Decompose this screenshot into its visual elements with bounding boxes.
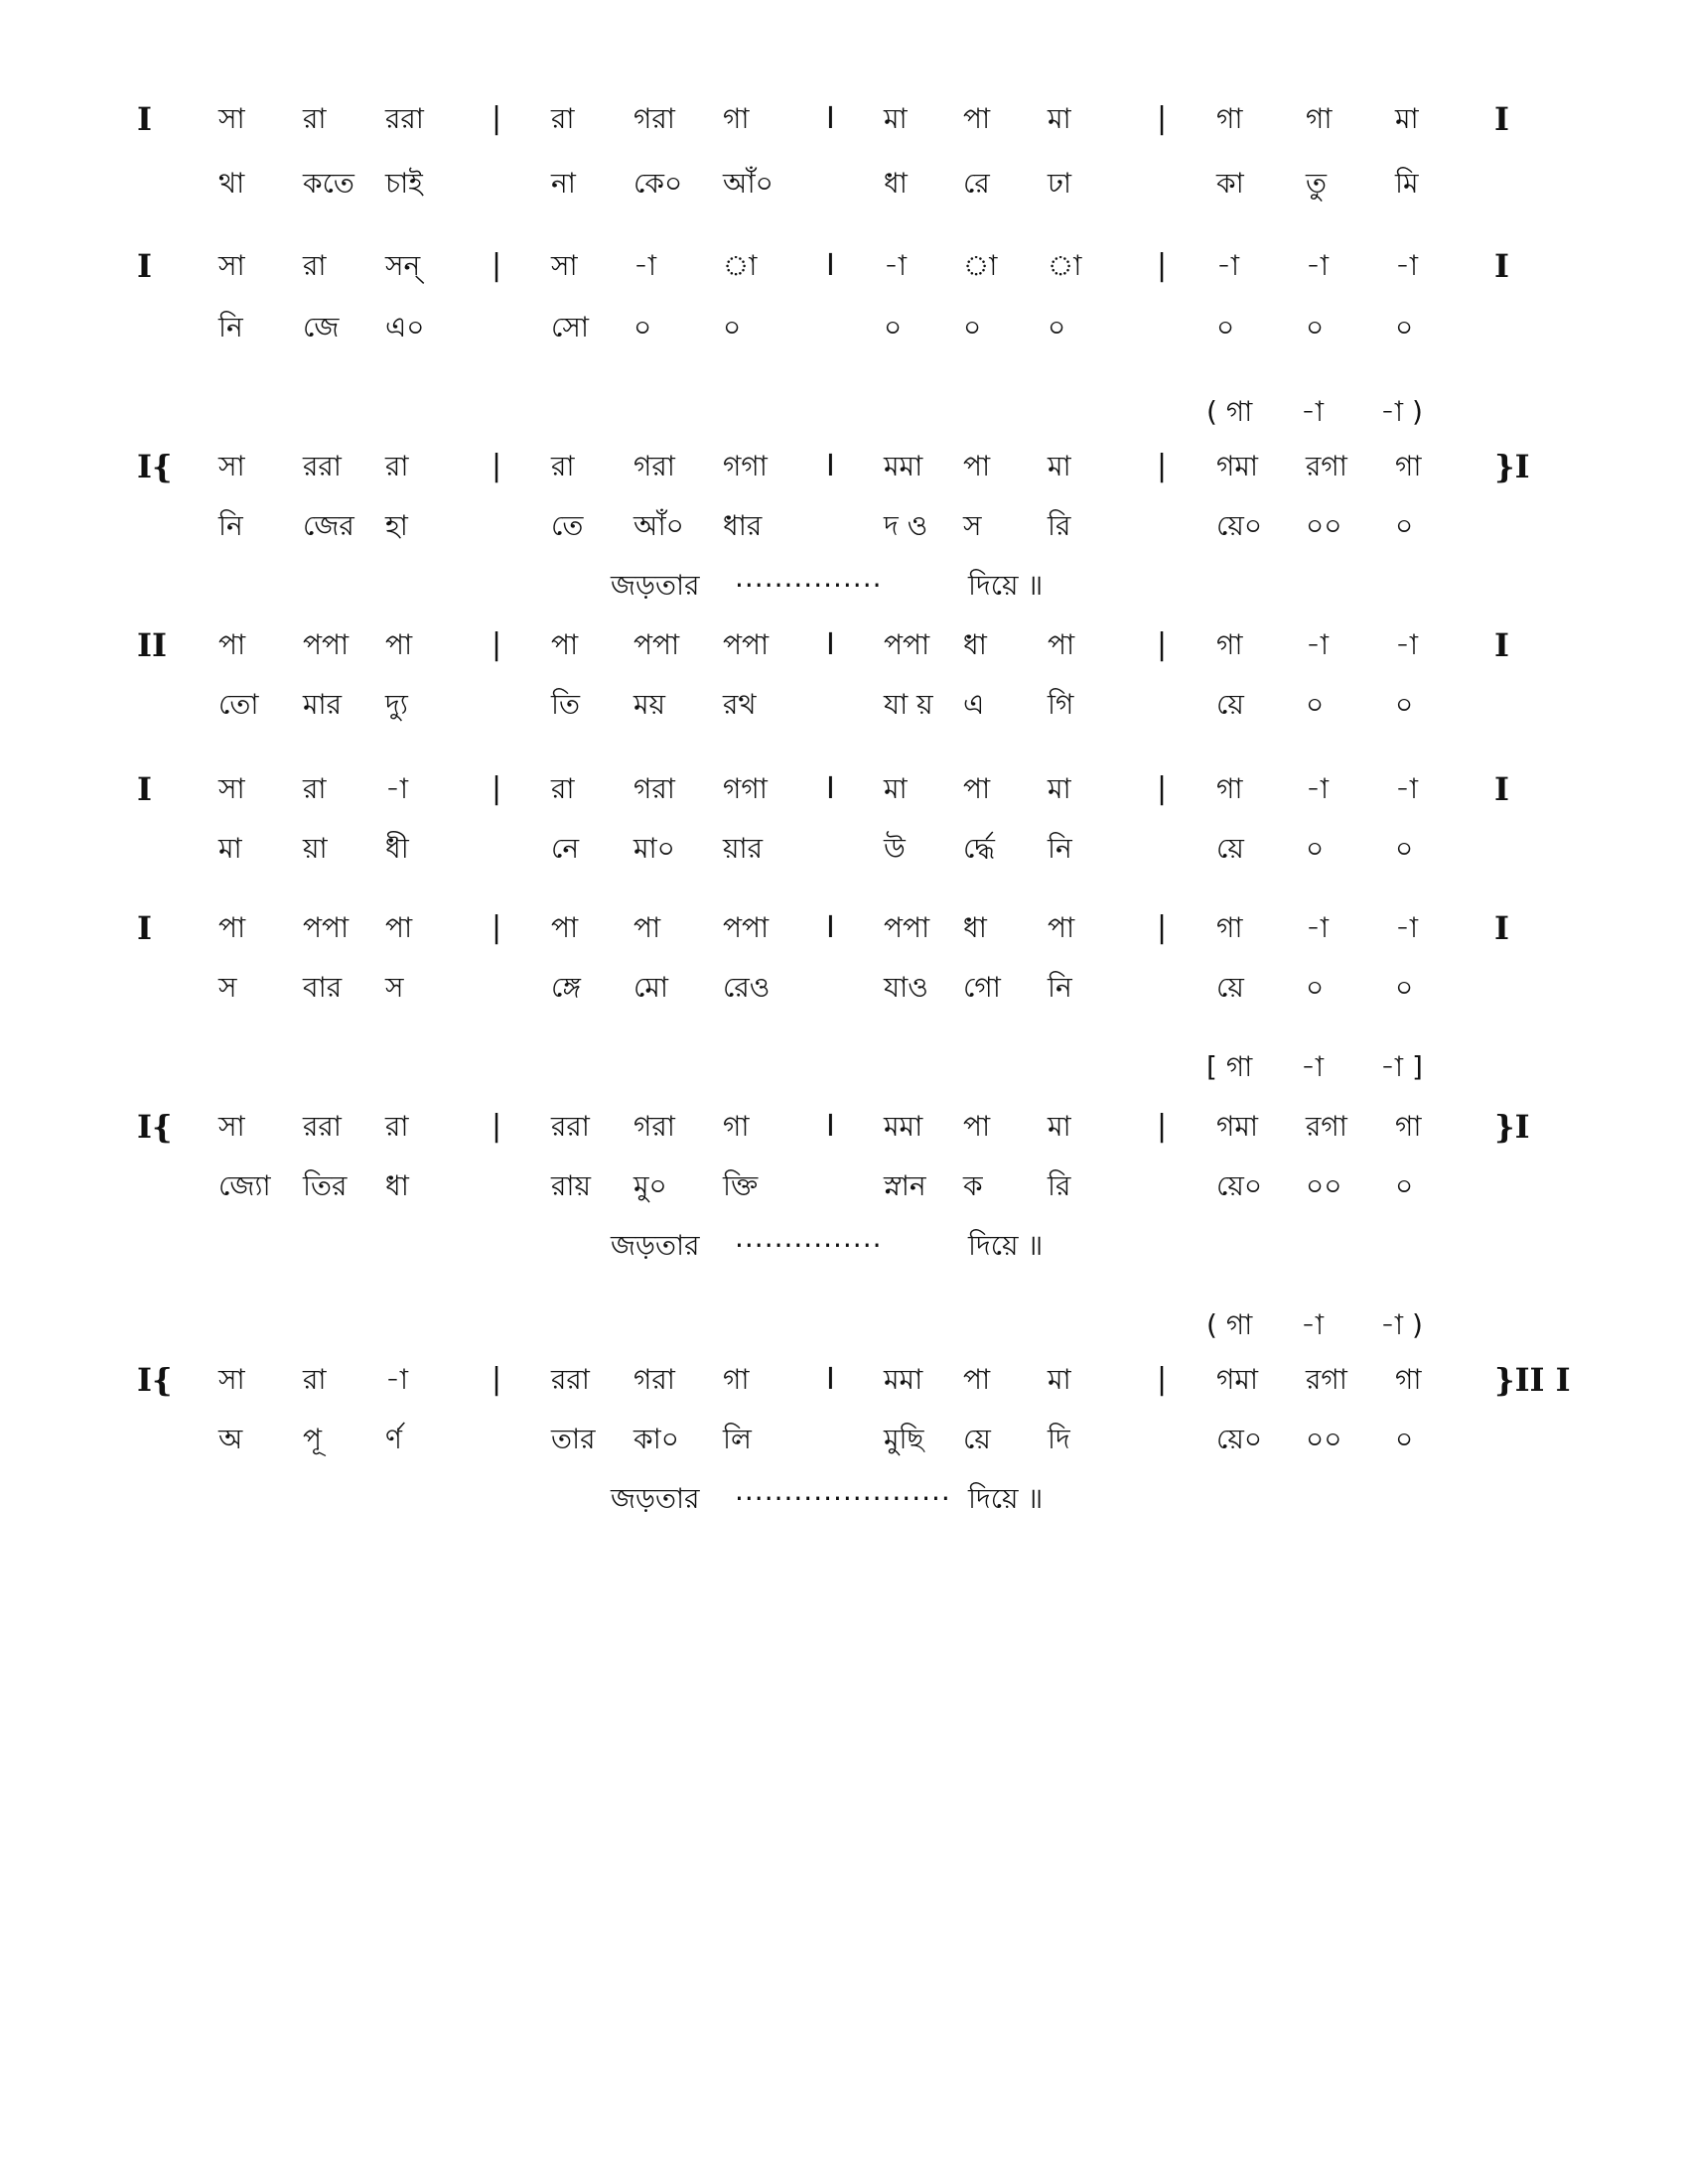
lyric-syllable: মা [218,832,242,865]
swara-note: রগা [1306,1110,1347,1143]
lyric-syllable: স [218,971,237,1004]
lyric-syllable: ০ [1216,311,1235,343]
swara-note: গা [1216,772,1243,805]
bar-divider: | [1157,771,1168,806]
lyric-syllable: জের [303,509,354,542]
bar-divider: | [492,910,502,945]
lyric-syllable: ঙ্গে [551,971,581,1004]
refrain-line [0,558,1688,614]
swara-note: গগা [723,450,768,482]
refrain-end: দিয়ে ॥ [968,1482,1044,1515]
bar-divider: | [492,449,502,483]
lyric-syllable: কে০ [633,167,683,200]
refrain-dots: ··············· [735,1229,883,1262]
lyric-syllable: লি [723,1423,752,1455]
lyric-syllable: মু০ [633,1169,667,1202]
lyric-syllable: না [551,167,576,200]
bar-divider: | [1157,449,1168,483]
lyric-syllable: আঁ০ [633,509,684,542]
lyric-syllable: ০ [1395,1423,1414,1455]
swara-note: সন্ [385,249,421,282]
refrain-dots: ······················ [735,1482,951,1515]
lyric-syllable: ০ [1395,311,1414,343]
lyric-syllable: রি [1048,1169,1071,1202]
lyric-syllable: ধা [385,1169,409,1202]
lyrics-row [0,677,1688,733]
swara-note: -া [1306,628,1330,661]
swara-note: পা [551,911,579,944]
lyric-syllable: গো [963,971,1001,1004]
lyric-syllable: ক [963,1169,983,1202]
swara-note: -া [1306,911,1330,944]
swara-note: পা [385,628,413,661]
lyric-syllable: নি [218,311,243,343]
notation-row [0,238,1688,294]
swara-note: -া [1395,249,1419,282]
swara-note: ররা [385,102,424,135]
swara-note: গমা [1216,1363,1259,1396]
lyric-syllable: চাই [385,167,423,200]
swara-note: ধা [963,628,987,661]
lyric-syllable: আঁ০ [723,167,774,200]
swara-note: পপা [723,628,770,661]
lyric-syllable: তে [551,509,584,542]
lyric-syllable: মা০ [633,832,675,865]
swara-note: রা [303,772,327,805]
swara-note: পা [633,911,661,944]
lyric-syllable: যা য় [884,688,933,721]
swara-note: রগা [1306,450,1347,482]
swara-note: পপা [303,628,350,661]
bar-divider: | [1157,1362,1168,1397]
lyric-syllable: য়ে [1216,971,1244,1004]
refrain-start: জড়তার [611,569,700,602]
swara-note: গা [723,1110,750,1143]
swara-note: গমা [1216,450,1259,482]
lyric-syllable: ক্তি [723,1169,759,1202]
swara-note: -া [1395,772,1419,805]
swara-note: পা [551,628,579,661]
lyric-syllable: এ০ [385,311,425,343]
swara-note: ধা [963,911,987,944]
lyric-syllable: ০ [633,311,652,343]
swara-note: গগা [723,772,768,805]
lyric-syllable: ০ [1306,688,1325,721]
refrain-line [0,1471,1688,1527]
lyric-syllable: দি [1048,1423,1070,1455]
swara-note: -া [1395,628,1419,661]
refrain-start: জড়তার [611,1482,700,1515]
lyrics-row [0,156,1688,211]
bar-divider: I [826,1362,835,1397]
swara-note: পা [218,911,246,944]
bar-divider: | [492,248,502,283]
bar-divider: | [1157,248,1168,283]
alternate-note: -া [1301,1050,1325,1083]
swara-note: পা [385,911,413,944]
swara-note: ররা [303,1110,342,1143]
bar-divider: | [492,771,502,806]
bar-end-marker: }I [1494,1108,1530,1146]
lyric-syllable: নি [1048,832,1072,865]
lyric-syllable: য়া [303,832,328,865]
swara-note: রগা [1306,1363,1347,1396]
swara-note: পপা [303,911,350,944]
lyric-syllable: তির [303,1169,348,1202]
lyric-syllable: ০০ [1306,509,1342,542]
lyric-syllable: ০ [1048,311,1066,343]
bar-divider: | [1157,101,1168,136]
bar-end-marker: }I [1494,448,1530,485]
lyric-syllable: য়ে০ [1216,509,1263,542]
notation-row [0,900,1688,956]
swara-note: মা [1048,450,1071,482]
lyric-syllable: তো [218,688,259,721]
lyric-syllable: স্নান [884,1169,926,1202]
alternate-note: -া ] [1380,1050,1423,1083]
bar-start-marker: I [137,909,152,947]
bar-end-marker: I [1494,100,1509,138]
bar-end-marker: I [1494,770,1509,808]
bar-divider: | [492,627,502,662]
lyric-syllable: তি [551,688,581,721]
lyric-syllable: ০ [1395,509,1414,542]
swara-note: গা [1395,450,1422,482]
swara-note: সা [218,102,245,135]
alternate-note: -া ) [1380,395,1423,428]
bar-divider: | [1157,627,1168,662]
swara-note: সা [218,1110,245,1143]
swara-note: পপা [884,911,930,944]
lyric-syllable: য়ে [963,1423,991,1455]
lyric-syllable: নি [1048,971,1072,1004]
swara-note: গা [1216,628,1243,661]
swara-note: -া [633,249,657,282]
swara-note: রা [551,450,575,482]
bar-divider: I [826,627,835,662]
bar-divider: I [826,1109,835,1144]
swara-note: ররা [551,1110,590,1143]
lyrics-row [0,1412,1688,1467]
lyric-syllable: ০ [1306,832,1325,865]
swara-note: সা [218,249,245,282]
notation-row [0,439,1688,494]
alternate-ending-row [0,1039,1688,1095]
lyric-syllable: নে [551,832,580,865]
lyric-syllable: ০ [884,311,903,343]
lyric-syllable: ০ [963,311,982,343]
lyric-syllable: কা [1216,167,1244,200]
alternate-note: [ গা [1206,1050,1253,1083]
bar-start-marker: I{ [137,1361,173,1399]
alternate-ending-row [0,1297,1688,1353]
lyric-syllable: রায় [551,1169,592,1202]
swara-note: গরা [633,102,675,135]
swara-note: রা [303,249,327,282]
lyric-syllable: তার [551,1423,596,1455]
lyric-syllable: কা০ [633,1423,679,1455]
bar-start-marker: II [137,626,167,664]
swara-note: রা [551,772,575,805]
swara-note: গমা [1216,1110,1259,1143]
lyric-syllable: মুছি [884,1423,924,1455]
swara-note: -া [385,772,409,805]
swara-note: -া [1306,772,1330,805]
swara-note: মমা [884,450,923,482]
lyric-syllable: য়ে [1216,688,1244,721]
alternate-note: -া [1301,395,1325,428]
notation-row [0,1099,1688,1155]
bar-start-marker: I [137,100,152,138]
swara-note: পপা [633,628,680,661]
lyric-syllable: ০ [1395,1169,1414,1202]
swara-note: গরা [633,1363,675,1396]
swara-note: পপা [723,911,770,944]
bar-divider: I [826,101,835,136]
bar-start-marker: I{ [137,1108,173,1146]
bar-divider: | [492,1362,502,1397]
swara-note: গা [723,1363,750,1396]
swara-note: পা [963,1110,991,1143]
swara-note: মা [884,772,908,805]
lyric-syllable: গি [1048,688,1074,721]
lyric-syllable: জে [303,311,340,343]
swara-note: মা [884,102,908,135]
bar-divider: | [1157,910,1168,945]
bar-divider: I [826,771,835,806]
lyric-syllable: ০ [1306,311,1325,343]
swara-note: গা [1395,1110,1422,1143]
notation-row [0,617,1688,673]
bar-end-marker: I [1494,909,1509,947]
swara-note: পা [963,1363,991,1396]
lyric-syllable: দ ও [884,509,928,542]
bar-start-marker: I{ [137,448,173,485]
lyric-syllable: রেও [723,971,771,1004]
swara-note: া [723,249,758,282]
lyric-syllable: এ [963,688,985,721]
swara-note: া [963,249,998,282]
lyric-syllable: মার [303,688,343,721]
bar-divider: | [1157,1109,1168,1144]
swara-note: গা [1306,102,1333,135]
lyric-syllable: নি [218,509,243,542]
swara-note: -া [1216,249,1240,282]
lyric-syllable: রি [1048,509,1071,542]
lyric-syllable: উ [884,832,906,865]
alternate-note: -া [1301,1308,1325,1341]
swara-note: মা [1048,102,1071,135]
swara-note: মা [1048,1363,1071,1396]
lyric-syllable: মি [1395,167,1419,200]
bar-divider: I [826,248,835,283]
swara-note: গা [1216,102,1243,135]
swara-note: পা [1048,911,1075,944]
swara-note: মা [1048,772,1071,805]
swara-note: রা [551,102,575,135]
lyric-syllable: ধা [884,167,908,200]
swara-note: পপা [884,628,930,661]
lyric-syllable: ০ [723,311,742,343]
alternate-note: ( গা [1206,1308,1253,1341]
lyric-syllable: থা [218,167,245,200]
swara-note: রা [385,450,409,482]
lyric-syllable: য়ার [723,832,764,865]
lyric-syllable: ০ [1306,971,1325,1004]
swara-note: মমা [884,1110,923,1143]
swara-note: -া [1306,249,1330,282]
alternate-note: ( গা [1206,395,1253,428]
alternate-note: -া ) [1380,1308,1423,1341]
refrain-dots: ··············· [735,569,883,602]
lyric-syllable: য়ে০ [1216,1169,1263,1202]
lyric-syllable: ০ [1395,971,1414,1004]
lyric-syllable: ঢা [1048,167,1071,200]
swara-note: গা [1395,1363,1422,1396]
lyric-syllable: র্দ্ধে [963,832,995,865]
lyric-syllable: ০০ [1306,1423,1342,1455]
lyrics-row [0,960,1688,1016]
lyric-syllable: সো [551,311,589,343]
notation-row [0,761,1688,817]
swara-note: -া [1395,911,1419,944]
lyric-syllable: বার [303,971,343,1004]
bar-start-marker: I [137,770,152,808]
lyric-syllable: কতে [303,167,354,200]
lyric-syllable: ০০ [1306,1169,1342,1202]
swara-note: সা [218,1363,245,1396]
lyric-syllable: তু [1306,167,1328,200]
lyric-syllable: রথ [723,688,757,721]
swara-note: ররা [303,450,342,482]
swara-note: পা [963,450,991,482]
swara-note: গরা [633,772,675,805]
swara-note: গরা [633,450,675,482]
notation-row [0,1352,1688,1408]
swara-note: মা [1048,1110,1071,1143]
swara-note: পা [218,628,246,661]
lyric-syllable: ধী [385,832,409,865]
lyric-syllable: য়ে০ [1216,1423,1263,1455]
swara-note: সা [551,249,578,282]
bar-divider: I [826,910,835,945]
lyric-syllable: ০ [1395,688,1414,721]
refrain-line [0,1218,1688,1274]
swara-note: -া [884,249,908,282]
alternate-ending-row [0,384,1688,440]
swara-note: ররা [551,1363,590,1396]
notation-row [0,91,1688,147]
lyrics-row [0,498,1688,554]
swara-note: রা [303,1363,327,1396]
lyric-syllable: জ্যো [218,1169,271,1202]
lyric-syllable: দ্যু [385,688,408,721]
swara-note: পা [963,102,991,135]
lyric-syllable: স [963,509,982,542]
swara-note: সা [218,450,245,482]
swara-note: পা [963,772,991,805]
swara-note: রা [385,1110,409,1143]
lyric-syllable: যাও [884,971,928,1004]
lyric-syllable: রে [963,167,990,200]
swara-note: মমা [884,1363,923,1396]
lyric-syllable: য়ে [1216,832,1244,865]
lyric-syllable: হা [385,509,408,542]
swara-note: গরা [633,1110,675,1143]
swara-note: সা [218,772,245,805]
refrain-end: দিয়ে ॥ [968,1229,1044,1262]
bar-end-marker: }II I [1494,1361,1571,1399]
lyric-syllable: ০ [1395,832,1414,865]
lyric-syllable: অ [218,1423,243,1455]
refrain-start: জড়তার [611,1229,700,1262]
bar-end-marker: I [1494,247,1509,285]
lyric-syllable: র্ণ [385,1423,402,1455]
lyric-syllable: পূ [303,1423,323,1455]
lyrics-row [0,300,1688,355]
swara-note: মা [1395,102,1419,135]
bar-divider: I [826,449,835,483]
bar-divider: | [492,101,502,136]
swara-note: া [1048,249,1082,282]
swara-note: গা [723,102,750,135]
lyric-syllable: স [385,971,404,1004]
lyric-syllable: ময় [633,688,666,721]
swara-note: গা [1216,911,1243,944]
bar-end-marker: I [1494,626,1509,664]
lyrics-row [0,821,1688,877]
bar-start-marker: I [137,247,152,285]
lyric-syllable: মো [633,971,669,1004]
refrain-end: দিয়ে ॥ [968,569,1044,602]
lyrics-row [0,1159,1688,1214]
swara-note: -া [385,1363,409,1396]
bar-divider: | [492,1109,502,1144]
swara-note: পা [1048,628,1075,661]
lyric-syllable: ধার [723,509,763,542]
swara-note: রা [303,102,327,135]
